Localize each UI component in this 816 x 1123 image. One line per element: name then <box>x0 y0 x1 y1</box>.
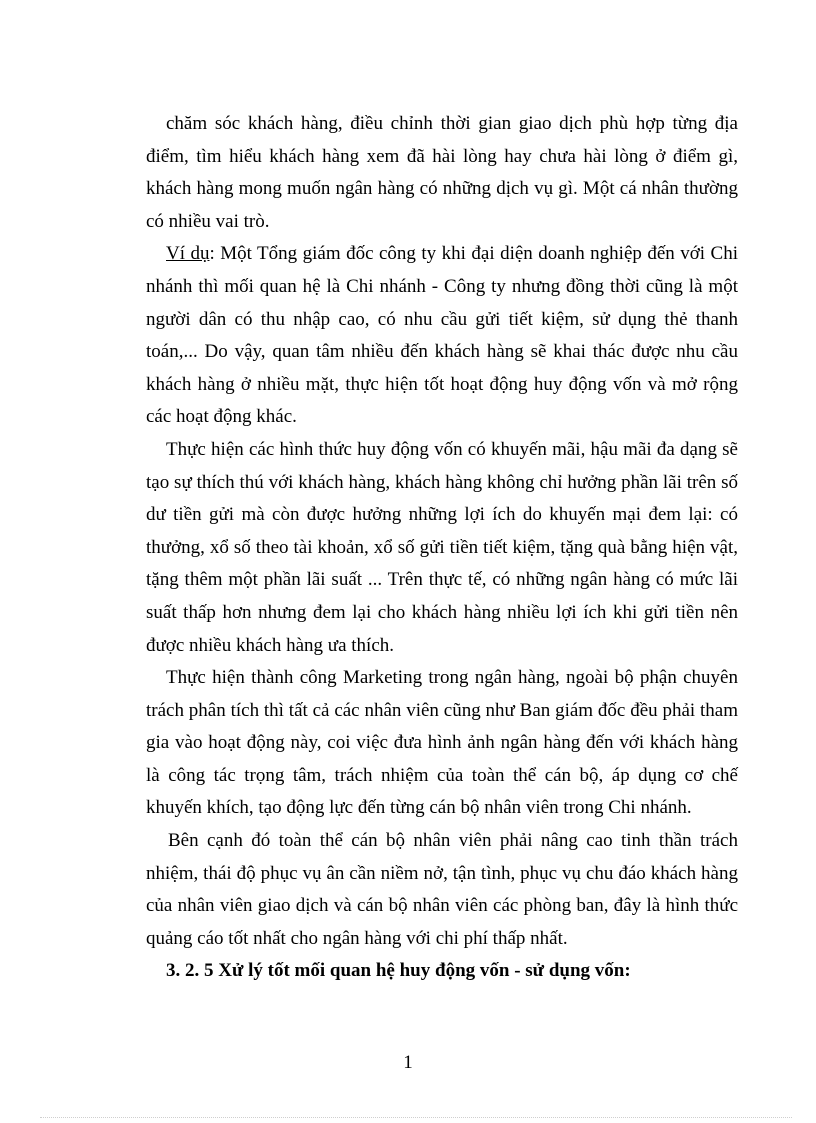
paragraph-4: Bên cạnh đó toàn thể cán bộ nhân viên phải nâng cao tinh thần trách nhiệm, thái độ phục vụ ân cần niềm nở, tận tình, phục vụ chu đáo khách hàng của nhân viên giao dịch và cán bộ nhân viên các phòng ban, đây là hình thức quảng cáo tốt nhất cho ngân hàng với chi phí thấp nhất. <box>146 830 738 949</box>
body-text <box>146 108 738 988</box>
section-heading: 3. 2. 5 Xử lý tốt mối quan hệ huy động vốn - sử dụng vốn: <box>166 960 631 982</box>
paragraph-1: chăm sóc khách hàng, điều chỉnh thời gian giao dịch phù hợp từng địa điểm, tìm hiểu khách hàng xem đã hài lòng hay chưa hài lòng ở điểm gì, khách hàng mong muốn ngân hàng có những dịch vụ gì. Một cá nhân thường có nhiều vai trò. <box>146 113 738 232</box>
example-paragraph <box>146 238 738 434</box>
page-bottom-border <box>40 1117 792 1118</box>
paragraph-3: Thực hiện thành công Marketing trong ngân hàng, ngoài bộ phận chuyên trách phân tích thì tất cả các nhân viên cũng như Ban giám đốc đều phải tham gia vào hoạt động này, coi việc đưa hình ảnh ngân hàng đến với khách hàng là công tác trọng tâm, trách nhiệm của toàn thể cán bộ, áp dụng cơ chế khuyến khích, tạo động lực đến từng cán bộ nhân viên trong Chi nhánh. <box>146 667 738 819</box>
page-number: 1 <box>403 1052 413 1073</box>
paragraph-2: Thực hiện các hình thức huy động vốn có khuyến mãi, hậu mãi đa dạng sẽ tạo sự thích thú với khách hàng, khách hàng không chỉ hưởng phần lãi trên số dư tiền gửi mà còn được hưởng những lợi ích do khuyến mại đem lại: có thưởng, xổ số theo tài khoản, xổ số gửi tiền tiết kiệm, tặng quà bằng hiện vật, tặng thêm một phần lãi suất ... Trên thực tế, có những ngân hàng có mức lãi suất thấp hơn nhưng đem lại cho khách hàng nhiều lợi ích khi gửi tiền nên được nhiều khách hàng ưa thích. <box>146 438 738 656</box>
example-text: : Một Tổng giám đốc công ty khi đại diện doanh nghiệp đến với Chi nhánh thì mối quan hệ là Chi nhánh - Công ty nhưng đồng thời cũng là một người dân có thu nhập cao, có nhu cầu gửi tiết kiệm, sử dụng thẻ thanh toán,... Do vậy, quan tâm nhiều đến khách hàng sẽ khai thác được nhu cầu khách hàng ở nhiều mặt, thực hiện tốt hoạt động huy động vốn và mở rộng các hoạt động khác. <box>146 243 738 428</box>
example-label: Ví dụ <box>166 243 210 265</box>
